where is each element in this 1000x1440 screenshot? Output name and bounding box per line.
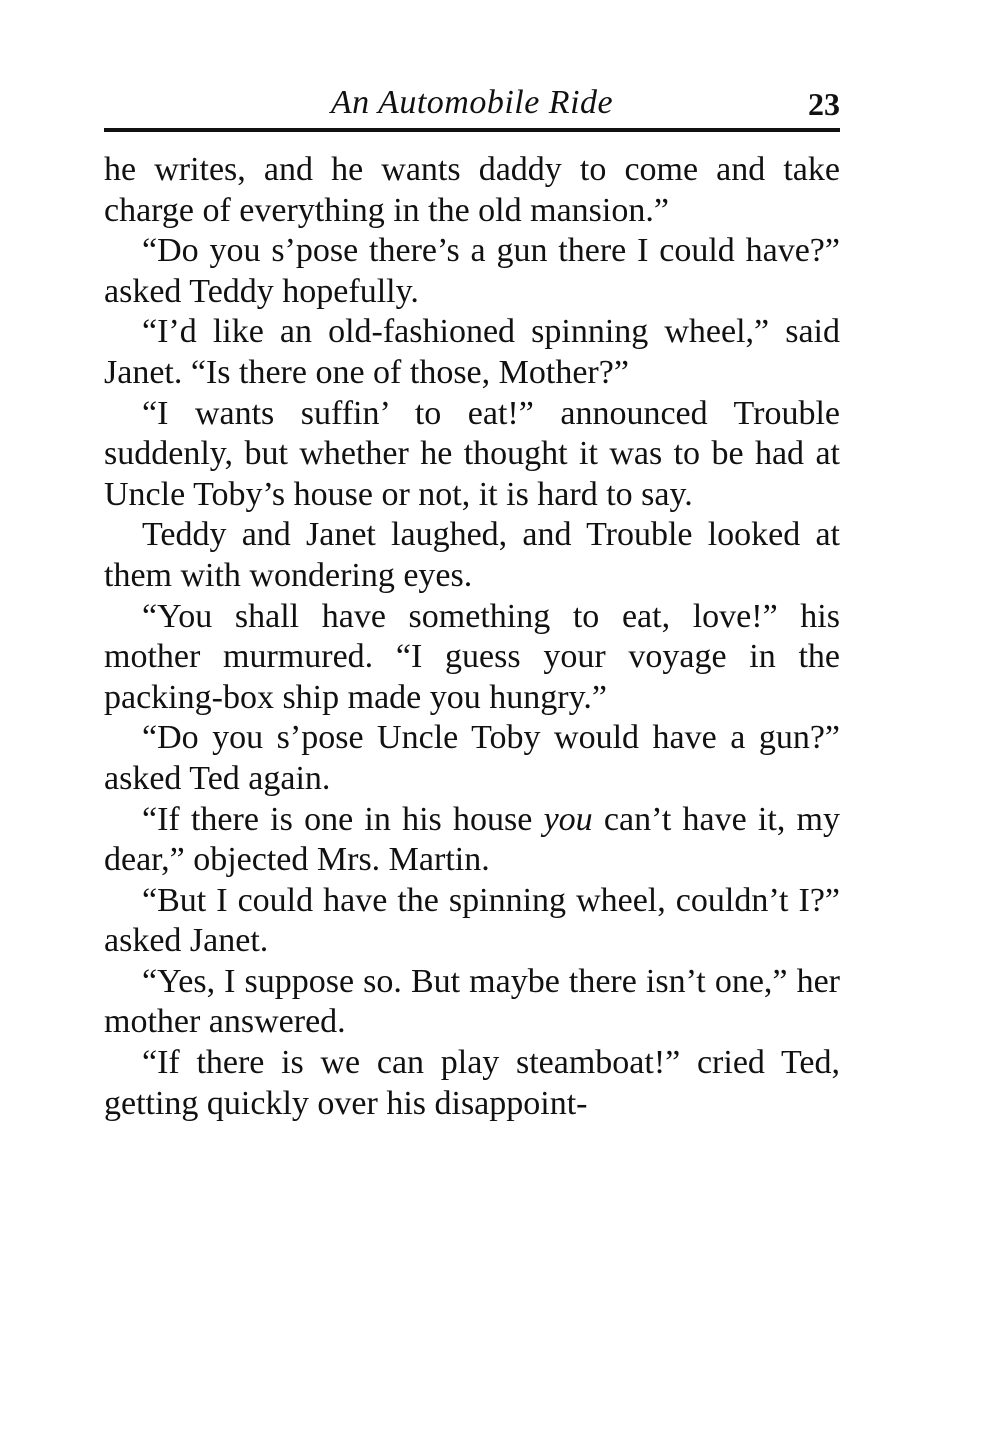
paragraph: “But I could have the spinning wheel, couldn’t I?” asked Janet. (104, 881, 840, 960)
body-text (104, 150, 840, 1124)
paragraph: “Do you s’pose there’s a gun there I could have?” asked Teddy hopefully. (104, 232, 840, 310)
chapter-title: An Automobile Ride (330, 84, 614, 121)
running-header (104, 82, 840, 132)
book-page (104, 82, 840, 1124)
paragraph-text-after: can’t have it, my dear,” objected Mrs. Martin. (104, 800, 841, 879)
paragraph-continuation: he writes, and he wants daddy to come and take charge of everything in the old mansion.” (104, 151, 840, 229)
page-number: 23 (808, 86, 840, 122)
paragraph-text-before: “If there is one in his house (142, 800, 544, 838)
paragraph: “Do you s’pose Uncle Toby would have a gun?” asked Ted again. (104, 719, 840, 797)
paragraph: “I’d like an old-fashioned spinning wheel,” said Janet. “Is there one of those, Mother?” (104, 313, 840, 391)
paragraph: “Yes, I suppose so. But maybe there isn’t one,” her mother answered. (104, 962, 840, 1041)
paragraph: Teddy and Janet laughed, and Trouble looked at them with wondering eyes. (104, 516, 840, 594)
paragraph: “I wants suffin’ to eat!” announced Trouble suddenly, but whether he thought it was to be had at Uncle Toby’s house or not, it is hard to say. (104, 394, 840, 513)
paragraph: “You shall have something to eat, love!” his mother murmured. “I guess your voyage in the packing-box ship made you hungry.” (104, 597, 840, 716)
paragraph: “If there is we can play steamboat!” cried Ted, getting quickly over his disappoint- (104, 1044, 840, 1122)
emphasized-word: you (543, 800, 593, 838)
paragraph-with-emphasis (104, 800, 840, 881)
